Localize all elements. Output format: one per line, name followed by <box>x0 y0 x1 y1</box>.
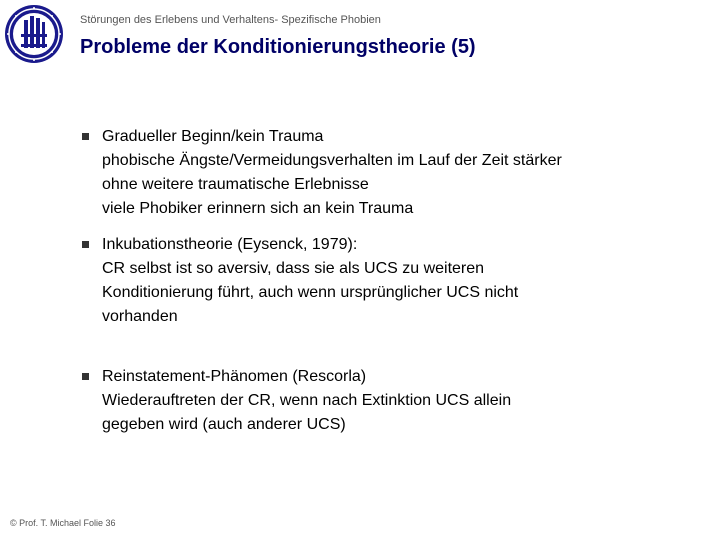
bullet-square-icon <box>82 125 102 221</box>
bullet-heading: Inkubationstheorie (Eysenck, 1979): <box>102 236 358 253</box>
bullet-heading: Gradueller Beginn/kein Trauma <box>102 128 324 145</box>
bullet-square-icon <box>82 233 102 329</box>
bullet-line: ohne weitere traumatische Erlebnisse <box>102 176 369 193</box>
bullet-list <box>82 125 702 437</box>
bullet-line: gegeben wird (auch anderer UCS) <box>102 416 346 433</box>
bullet-line: Wiederauftreten der CR, wenn nach Extinktion UCS allein <box>102 392 512 409</box>
bullet-item-gradual-onset <box>82 125 702 221</box>
bullet-line: CR selbst ist so aversiv, dass sie als UCS zu weiteren <box>102 260 485 277</box>
slide-subtitle: Störungen des Erlebens und Verhaltens- Spezifische Phobien <box>80 14 381 26</box>
bullet-line: vorhanden <box>102 308 178 325</box>
slide-footer: © Prof. T. Michael Folie 36 <box>10 518 116 528</box>
bullet-item-reinstatement <box>82 365 702 437</box>
university-seal-icon <box>4 4 64 64</box>
slide-title: Probleme der Konditionierungstheorie (5) <box>80 36 476 58</box>
bullet-square-icon <box>82 365 102 437</box>
bullet-line: phobische Ängste/Vermeidungsverhalten im Lauf der Zeit stärker <box>102 152 562 169</box>
bullet-line: viele Phobiker erinnern sich an kein Trauma <box>102 200 414 217</box>
bullet-heading: Reinstatement-Phänomen (Rescorla) <box>102 368 367 385</box>
bullet-item-incubation-theory <box>82 233 702 329</box>
bullet-line: Konditionierung führt, auch wenn ursprünglicher UCS nicht <box>102 284 519 301</box>
